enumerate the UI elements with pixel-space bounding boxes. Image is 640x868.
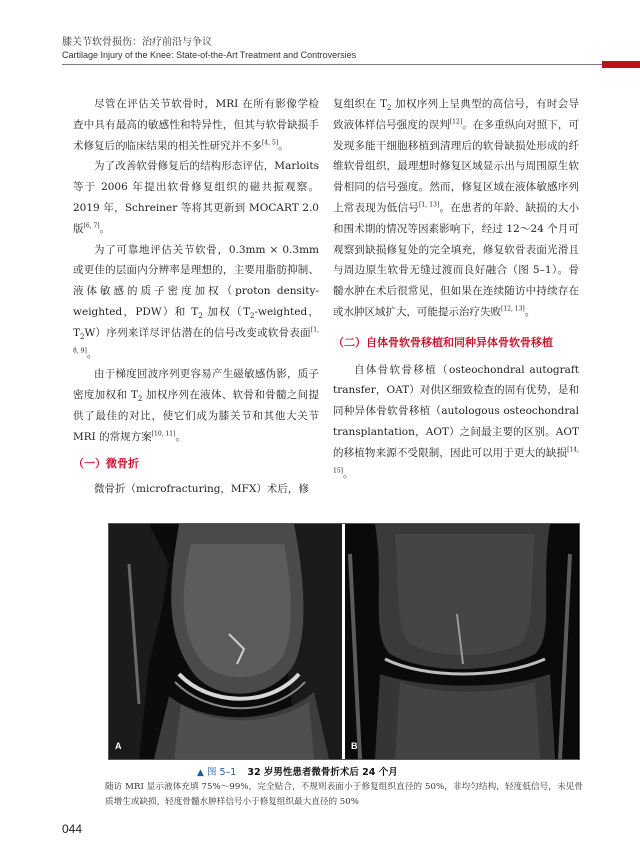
- paragraph: 自体骨软骨移植（osteochondral autograft transfer，OAT）对供区细致检查的固有优势，是和同种异体骨软骨移植（autologous osteochondral transplantation，AOT）之间最主要的区别。AOT 的移植物来源不受限制，因此可以用于更大的缺损[14, 15]。: [333, 363, 579, 480]
- header-rule: [62, 64, 640, 65]
- citation: [14, 15]: [333, 446, 579, 475]
- figure-number: 图 5–1: [206, 767, 237, 778]
- citation: [12, 13]: [501, 305, 525, 313]
- figure-caption-title: [197, 764, 398, 778]
- knee-coronal-illustration: [345, 524, 578, 759]
- page-number: 044: [62, 822, 83, 836]
- panel-label-b: B: [351, 741, 358, 751]
- header-title-en: Cartilage Injury of the Knee: State-of-the-Art Treatment and Controversies: [62, 50, 357, 60]
- mri-image-sagittal: [109, 524, 342, 759]
- citation: [1, 8, 9]: [73, 326, 319, 355]
- triangle-marker-icon: ▲: [197, 768, 204, 778]
- header-title-cn: 膝关节软骨损伤：治疗前沿与争议: [62, 37, 212, 48]
- citation: [4, 5]: [262, 139, 279, 147]
- citation: [1, 13]: [419, 201, 440, 209]
- mri-image-coronal: [345, 524, 578, 759]
- citation: [12]: [449, 118, 463, 126]
- figure-title: 32 岁男性患者微骨折术后 24 个月: [247, 767, 398, 778]
- citation: [6, 7]: [83, 222, 100, 230]
- left-column: [73, 94, 319, 500]
- paragraph: 复组织在 $T_2$ 加权序列上呈典型的高信号，有时会导致液体样信号强度的误判[12]。在多重纵向对照下，可发现多能干细胞移植到清理后的软骨缺损处形成的纤维软骨组织，最理想时修复区域显示出与周围原生软骨相同的信号强度。然而，修复区域在液体敏感序列上常表现为低信号[1, 13]。在患者的年龄、缺损的大小和围术期的情况等因素影响下，经过 12～24 个月可观察到缺损修复处的完全填充，修复软骨表面光滑且与周边原生软骨无缝过渡而良好融合（图 5–1）。骨髓水肿在术后很常见，但如果在连续随访中持续存在或水肿区域扩大，可能提示治疗失败[12, 13]。: [333, 98, 580, 318]
- paragraph: 为了可靠地评估关节软骨，0.3mm × 0.3mm 或更佳的层面内分辨率是理想的，主要用脂肪抑制、液体敏感的质子密度加权（proton density-weighted，PDW）和 $T_2$ 加权（$T_2$-weighted，$T_2W$）序列来详尽评估潜在的信号改变或软骨表面[1, 8, 9]。: [73, 243, 319, 360]
- figure-caption-text: 随访 MRI 显示液体充填 75%～99%，完全贴合，不规则表面小于修复组织直径的 50%，非均匀结构，轻度低信号，未见骨质增生或缺损，轻度骨髓水肿样信号小于修复组织最大直径的 50%: [105, 782, 583, 807]
- knee-sagittal-illustration: [109, 524, 342, 759]
- paragraph: 为了改善软骨修复后的结构形态评估，Marloits 等于 2006 年提出软骨修复组织的磁共振观察。2019 年，Schreiner 等将其更新到 MOCART 2.0 版[6, 7]。: [73, 160, 319, 235]
- section-heading-osteochondral: （二）自体骨软骨移植和同种异体骨软骨移植: [333, 335, 553, 349]
- section-heading-microfracture: （一）微骨折: [73, 456, 139, 470]
- panel-label-a: A: [115, 741, 122, 751]
- running-header: [62, 36, 622, 61]
- citation: [10, 11]: [151, 430, 176, 438]
- right-column: [333, 94, 579, 484]
- paragraph: 微骨折（microfracturing，MFX）术后，修: [94, 483, 309, 496]
- paragraph: 尽管在评估关节软骨时，MRI 在所有影像学检查中具有最高的敏感性和特异性，但其与软骨缺损手术修复后的临床结果的相关性研究并不多[4, 5]。: [73, 98, 319, 152]
- header-accent-bar: [602, 61, 640, 68]
- paragraph: 由于梯度回波序列更容易产生磁敏感伪影，质子密度加权和 $T_2$ 加权序列在液体、软骨和骨髓之间提供了最佳的对比，使它们成为膝关节和其他大关节 MRI 的常规方案[10, 11]。: [73, 368, 319, 443]
- mri-figure: [108, 523, 580, 760]
